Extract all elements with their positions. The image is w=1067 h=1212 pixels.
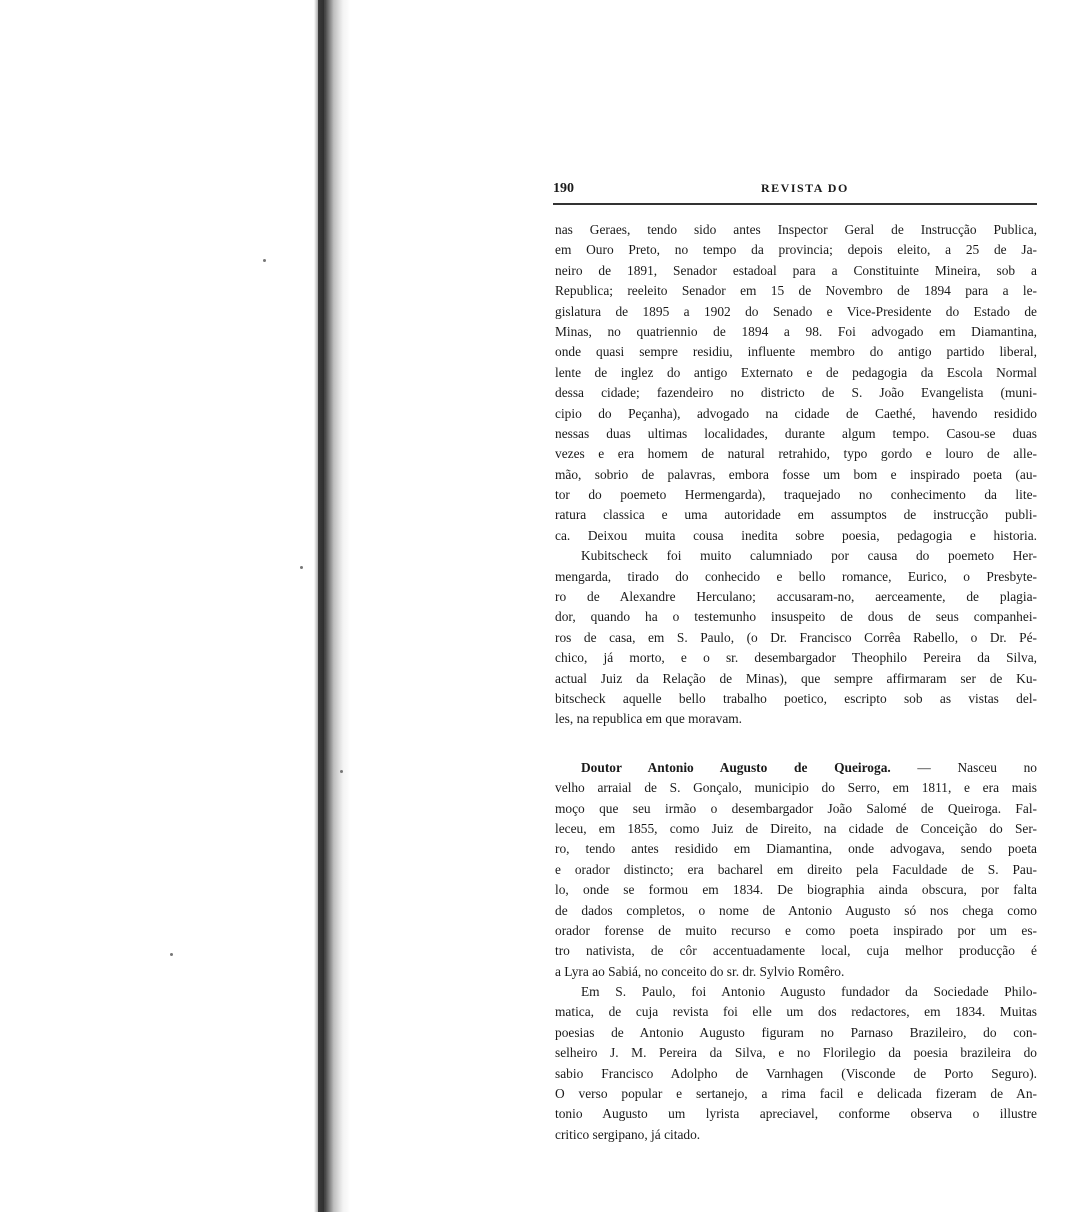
text-line: critico sergipano, já citado. [555,1126,701,1142]
text-line: actual Juiz da Relação de Minas), que sempre affirmaram ser de Ku- [555,670,1037,686]
text-line: tor do poemeto Hermengarda), traquejado no conhecimento da lite- [555,487,1037,503]
scan-speck [170,953,173,956]
text-line: ros de casa, em S. Paulo, (o Dr. Francisco Corrêa Rabello, o Dr. Pé- [555,629,1037,645]
gutter-edge [318,0,324,1212]
text-line: Em S. Paulo, foi Antonio Augusto fundador da Sociedade Philo- [581,984,1037,1000]
header-rule [553,203,1037,205]
text-line: e orador distincto; era bacharel em direito pela Faculdade de S. Pau- [555,861,1037,877]
running-head: REVISTA DO [761,181,849,195]
scan-speck [340,770,343,773]
paragraph-4 [555,982,1037,1145]
text-line: mengarda, tirado do conhecido e bello romance, Eurico, o Presbyte- [555,568,1037,584]
text-line: chico, já morto, e o sr. desembargador Theophilo Pereira da Silva, [555,650,1037,666]
text-line: tonio Augusto um lyrista apreciavel, conforme observa o illustre [555,1106,1037,1122]
text-line: O verso popular e sertanejo, a rima facil e delicada fizeram de An- [555,1086,1037,1102]
text-line: lente de inglez do antigo Externato e de pedagogia da Escola Normal [555,364,1037,380]
text-line: sabio Francisco Adolpho de Varnhagen (Visconde de Porto Seguro). [555,1065,1037,1081]
text-line: dessa cidade; fazendeiro no districto de S. João Evangelista (muni- [555,385,1037,401]
scan-speck [300,566,303,569]
text-line: ratura classica e uma autoridade em assumptos de instrucção publi- [555,507,1037,523]
text-line: nessas duas ultimas localidades, durante algum tempo. Casou-se duas [555,425,1037,441]
text-line: tro nativista, de côr accentuadamente local, cuja melhor producção é [555,943,1037,959]
paragraph-2 [555,546,1037,730]
text-line: ca. Deixou muita cousa inedita sobre poesia, pedagogia e historia. [555,527,1037,543]
text-line: em Ouro Preto, no tempo da provincia; depois eleito, a 25 de Ja- [555,242,1037,258]
text-line: mão, sobrio de palavras, embora fosse um bom e inspirado poeta (au- [555,466,1037,482]
text-line: velho arraial de S. Gonçalo, municipio do Serro, em 1811, e era mais [555,780,1037,796]
page-number: 190 [553,181,574,196]
text-line: neiro de 1891, Senador estadoal para a Constituinte Mineira, sob a [555,262,1037,278]
text-line: a Lyra ao Sabiá, no conceito do sr. dr. Sylvio Romêro. [555,963,845,979]
text-line: Republica; reeleito Senador em 15 de Novembro de 1894 para a le- [555,283,1037,299]
text-line: bitscheck aquelle bello trabalho poetico, escripto sob as vistas del- [555,690,1037,706]
scan-speck [263,259,266,262]
text-line: gislatura de 1895 a 1902 do Senado e Vice-Presidente do Estado de [555,303,1037,319]
text-column [555,220,1037,1145]
text-line: nas Geraes, tendo sido antes Inspector Geral de Instrucção Publica, [555,222,1037,237]
text-line: les, na republica em que moravam. [555,711,743,727]
text-line-with-lead [555,758,1037,778]
text-line: de dados completos, o nome de Antonio Augusto só nos chega como [555,902,1037,918]
text-line: lo, onde se formou em 1834. De biographia ainda obscura, por falta [555,882,1037,898]
text-line: matica, de cuja revista foi elle um dos redactores, em 1834. Muitas [555,1004,1037,1020]
text-line: ro de Alexandre Herculano; accusaram-no, aerceamente, de plagia- [555,589,1037,605]
page-header [553,181,1035,203]
gutter-shadow [314,0,350,1212]
text-line: Kubitscheck foi muito calumniado por causa do poemeto Her- [581,548,1037,564]
text-line: moço que seu irmão o desembargador João Salomé de Queiroga. Fal- [555,800,1037,816]
text-line-tail: — Nasceu no [890,759,1037,775]
paragraph-gap [555,730,1037,758]
text-line: vezes e era homem de natural retrahido, typo gordo e louro de alle- [555,446,1037,462]
text-line: ro, tendo antes residido em Diamantina, onde advogava, sendo poeta [555,841,1037,857]
paragraph-1 [555,220,1037,546]
section-heading: Doutor Antonio Augusto de Queiroga. [581,759,891,775]
text-line: Minas, no quatriennio de 1894 a 98. Foi advogado em Diamantina, [555,323,1037,339]
text-line: cipio do Peçanha), advogado na cidade de Caethé, havendo residido [555,405,1037,421]
text-line: leceu, em 1855, como Juiz de Direito, na cidade de Conceição do Ser- [555,820,1037,836]
text-line: dor, quando ha o testemunho insuspeito de dous de seus companhei- [555,609,1037,625]
text-line: selheiro J. M. Pereira da Silva, e no Florilegio da poesia brazileira do [555,1045,1037,1061]
text-line: poesias de Antonio Augusto figuram no Parnaso Brazileiro, do con- [555,1024,1037,1040]
text-line: orador forense de muito recurso e como poeta inspirado por um es- [555,922,1037,938]
paragraph-3 [555,758,1037,982]
text-line: onde quasi sempre residiu, influente membro do antigo partido liberal, [555,344,1037,360]
